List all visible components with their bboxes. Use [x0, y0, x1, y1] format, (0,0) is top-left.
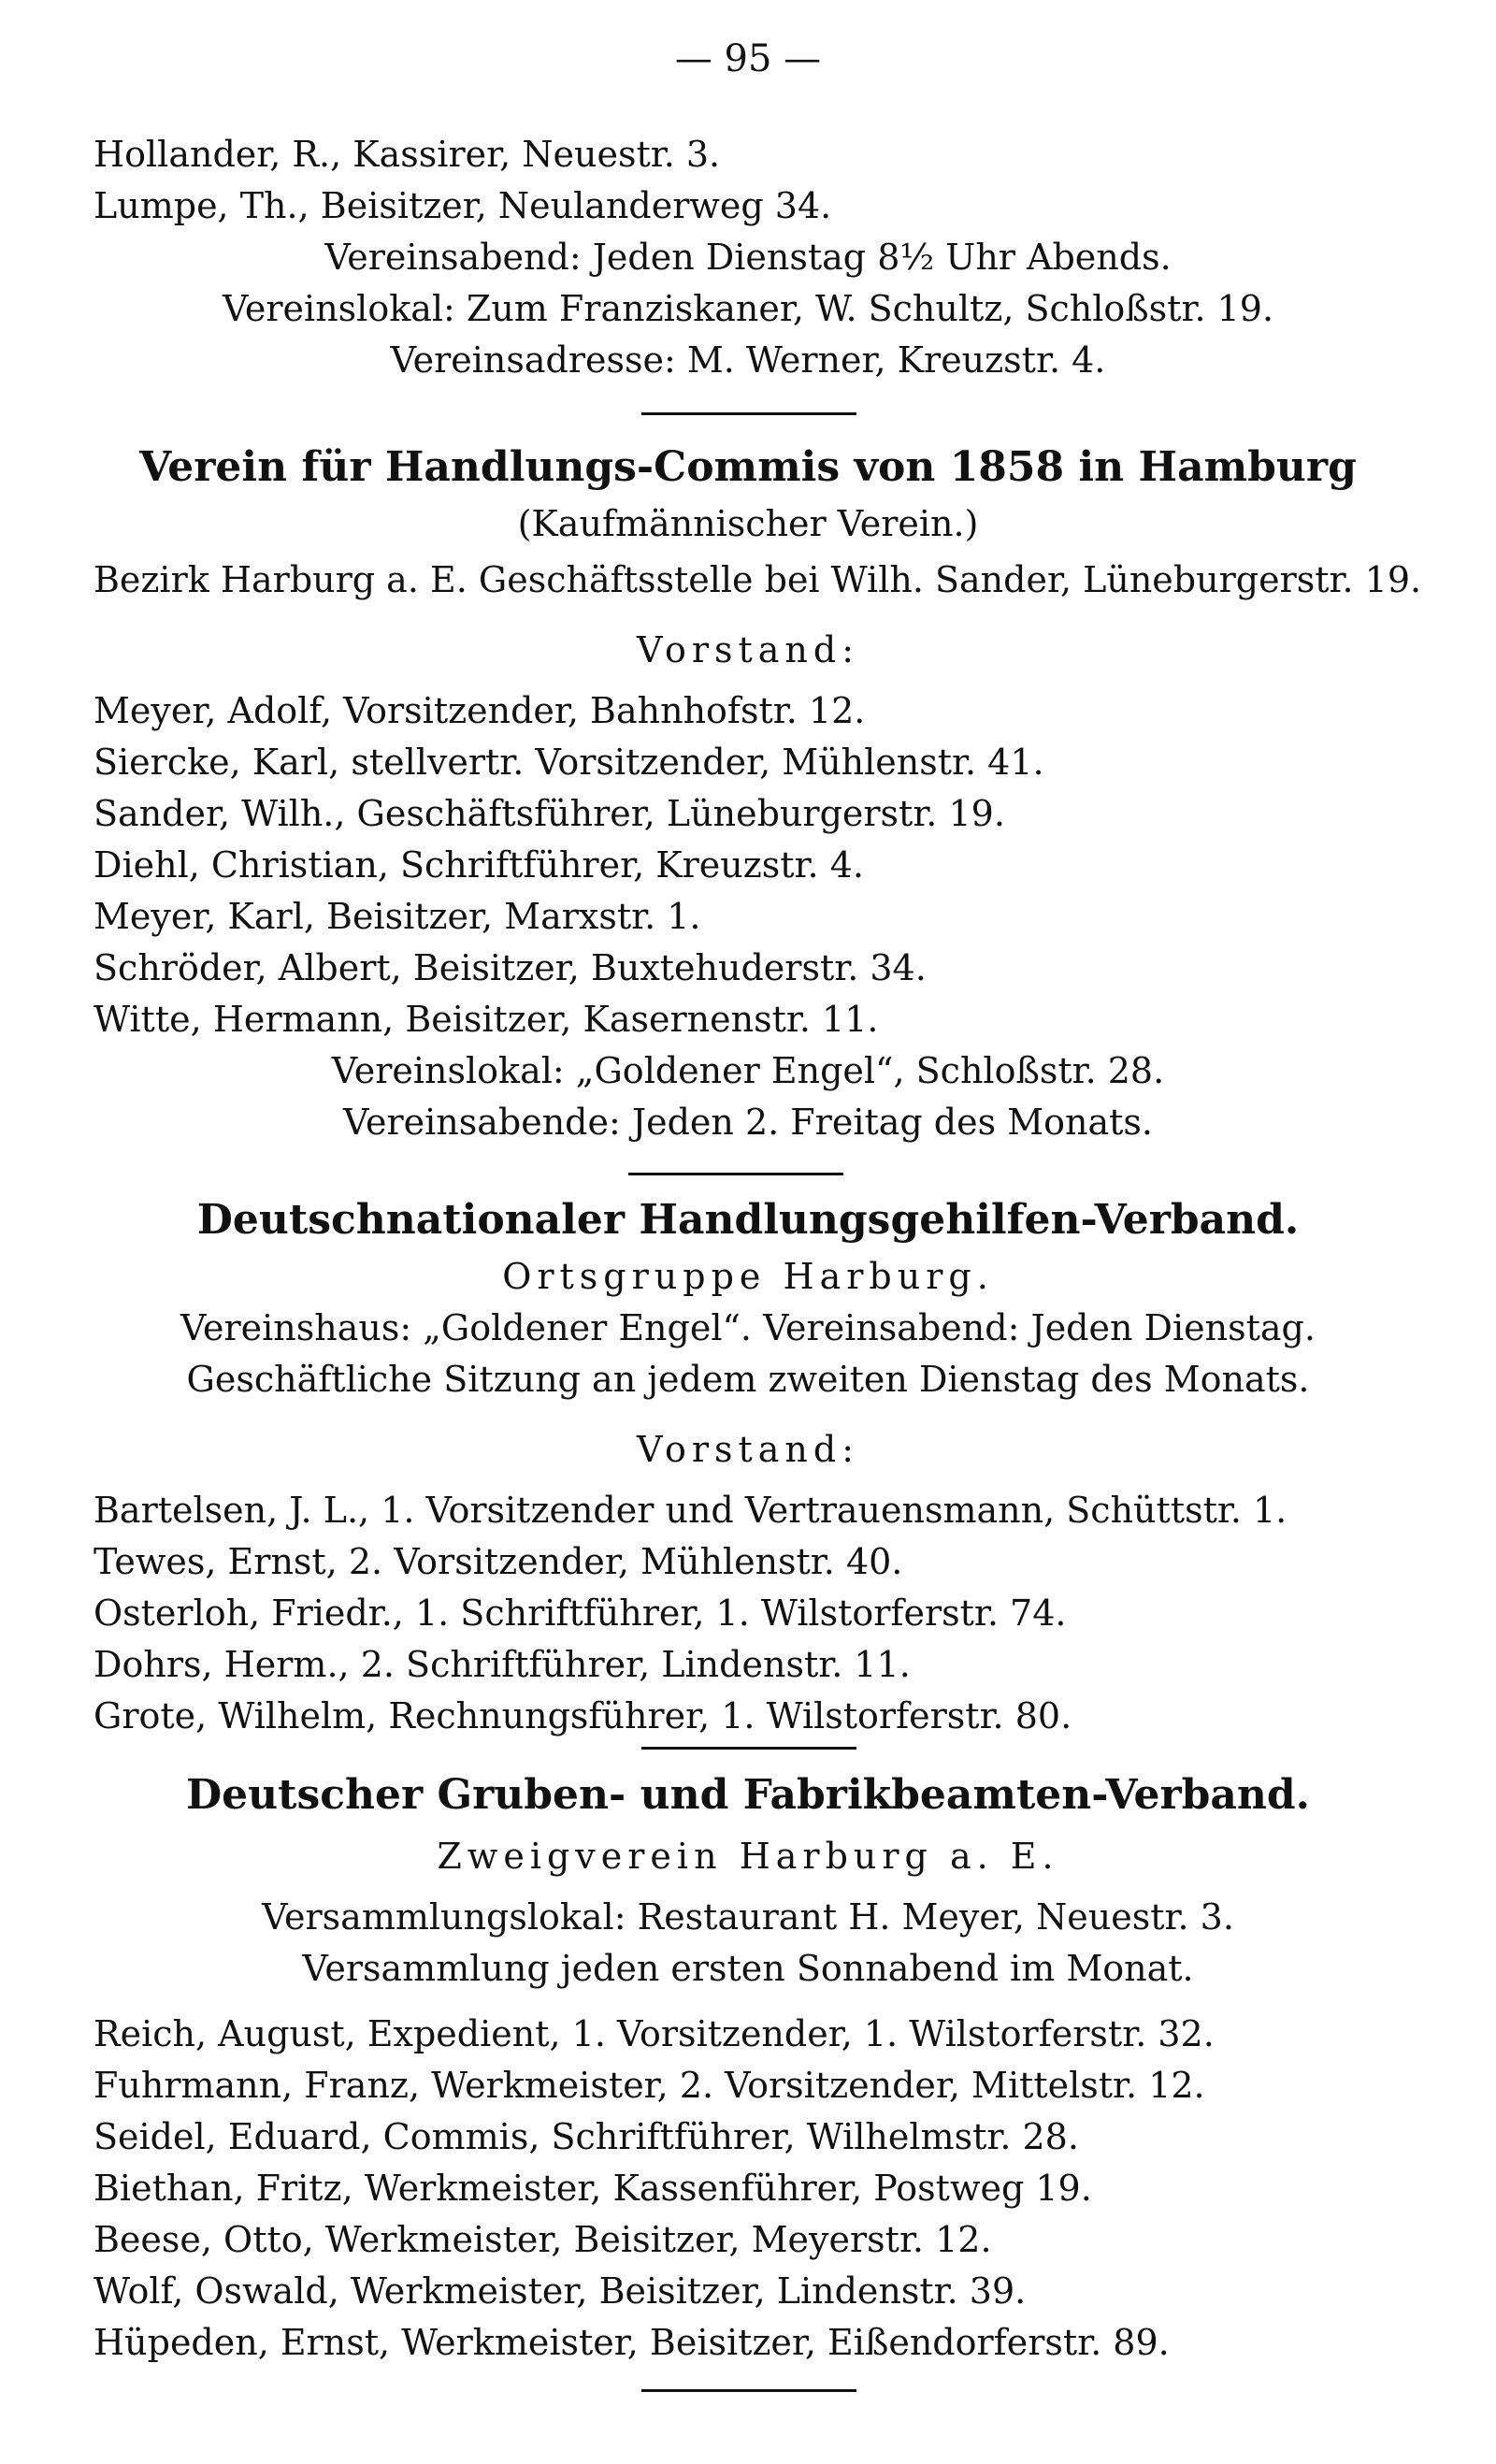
- member-entry: Seidel, Eduard, Commis, Schriftführer, Wilhelmstr. 28.: [94, 2116, 1079, 2157]
- member-entry: Sander, Wilh., Geschäftsführer, Lüneburgerstr. 19.: [94, 793, 1005, 834]
- district-info: Bezirk Harburg a. E. Geschäftsstelle bei Wilh. Sander, Lüneburgerstr. 19.: [94, 559, 1422, 600]
- section-divider: [641, 412, 856, 415]
- club-venue: Vereinslokal: Zum Franziskaner, W. Schultz, Schloßstr. 19.: [222, 288, 1274, 329]
- club-address: Vereinsadresse: M. Werner, Kreuzstr. 4.: [390, 339, 1106, 381]
- club-venue: Vereinslokal: „Goldener Engel“, Schloßstr. 28.: [331, 1050, 1165, 1091]
- page-number: — 95 —: [674, 37, 822, 80]
- section-subtitle: Ortsgruppe Harburg.: [502, 1256, 994, 1297]
- member-entry: Lumpe, Th., Beisitzer, Neulanderweg 34.: [94, 185, 832, 226]
- section-title: Deutschnationaler Handlungsgehilfen-Verband.: [196, 1196, 1300, 1244]
- section-divider: [641, 2389, 856, 2392]
- section-subtitle: Zweigverein Harburg a. E.: [437, 1836, 1059, 1877]
- member-entry: Bartelsen, J. L., 1. Vorsitzender und Vertrauensmann, Schüttstr. 1.: [94, 1490, 1287, 1531]
- section-title: Verein für Handlungs-Commis von 1858 in Hamburg: [139, 443, 1357, 491]
- club-evening: Vereinsabend: Jeden Dienstag 8½ Uhr Abends.: [324, 237, 1172, 278]
- member-entry: Dohrs, Herm., 2. Schriftführer, Lindenstr. 11.: [94, 1644, 911, 1685]
- member-entry: Meyer, Adolf, Vorsitzender, Bahnhofstr. 12.: [94, 690, 866, 731]
- member-entry: Beese, Otto, Werkmeister, Beisitzer, Meyerstr. 12.: [94, 2219, 992, 2260]
- member-entry: Wolf, Oswald, Werkmeister, Beisitzer, Lindenstr. 39.: [94, 2270, 1027, 2312]
- meeting-info: Versammlung jeden ersten Sonnabend im Monat.: [302, 1948, 1194, 1989]
- member-entry: Witte, Hermann, Beisitzer, Kasernenstr. 11.: [94, 999, 879, 1040]
- club-evening: Vereinsabende: Jeden 2. Freitag des Monats.: [343, 1102, 1153, 1143]
- member-entry: Biethan, Fritz, Werkmeister, Kassenführer, Postweg 19.: [94, 2168, 1092, 2209]
- section-subtitle: (Kaufmännischer Verein.): [517, 503, 979, 544]
- member-entry: Grote, Wilhelm, Rechnungsführer, 1. Wilstorferstr. 80.: [94, 1695, 1072, 1736]
- board-heading: Vorstand:: [636, 1429, 860, 1470]
- member-entry: Hüpeden, Ernst, Werkmeister, Beisitzer, Eißendorferstr. 89.: [94, 2322, 1170, 2363]
- member-entry: Tewes, Ernst, 2. Vorsitzender, Mühlenstr. 40.: [94, 1541, 903, 1582]
- section-divider: [628, 1173, 843, 1175]
- board-heading: Vorstand:: [636, 629, 860, 670]
- member-entry: Hollander, R., Kassirer, Neuestr. 3.: [94, 134, 721, 175]
- member-entry: Schröder, Albert, Beisitzer, Buxtehuderstr. 34.: [94, 947, 927, 988]
- club-house-info: Vereinshaus: „Goldener Engel“. Vereinsabend: Jeden Dienstag.: [180, 1307, 1316, 1348]
- meeting-venue: Versammlungslokal: Restaurant H. Meyer, Neuestr. 3.: [262, 1896, 1234, 1938]
- meeting-info: Geschäftliche Sitzung an jedem zweiten Dienstag des Monats.: [186, 1359, 1310, 1400]
- member-entry: Fuhrmann, Franz, Werkmeister, 2. Vorsitzender, Mittelstr. 12.: [94, 2065, 1205, 2106]
- member-entry: Siercke, Karl, stellvertr. Vorsitzender, Mühlenstr. 41.: [94, 742, 1044, 783]
- member-entry: Osterloh, Friedr., 1. Schriftführer, 1. Wilstorferstr. 74.: [94, 1592, 1067, 1634]
- member-entry: Reich, August, Expedient, 1. Vorsitzender, 1. Wilstorferstr. 32.: [94, 2013, 1215, 2054]
- section-divider: [641, 1747, 856, 1750]
- section-title: Deutscher Gruben- und Fabrikbeamten-Verband.: [186, 1771, 1310, 1819]
- member-entry: Diehl, Christian, Schriftführer, Kreuzstr. 4.: [94, 844, 864, 886]
- member-entry: Meyer, Karl, Beisitzer, Marxstr. 1.: [94, 896, 701, 937]
